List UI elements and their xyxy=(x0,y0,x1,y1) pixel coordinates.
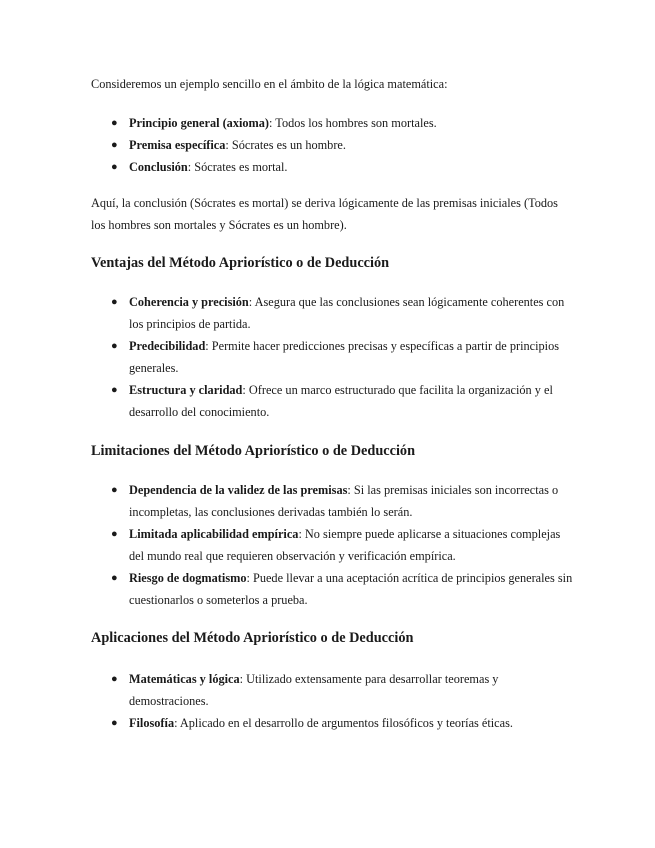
item-text: : Si las premisas iniciales son incorrectas o incompletas, las conclusiones derivadas también lo serán. xyxy=(129,483,559,519)
bullet-icon: ● xyxy=(111,117,118,129)
item-term: Premisa específica xyxy=(129,138,226,152)
item-term: Principio general (axioma) xyxy=(129,116,270,130)
bullet-icon: ● xyxy=(111,717,118,729)
item-term: Estructura y claridad xyxy=(129,383,243,397)
aplicaciones-list xyxy=(91,668,577,734)
list-item xyxy=(91,156,577,178)
list-item xyxy=(91,335,577,379)
item-text: : Asegura que las conclusiones sean lógicamente coherentes con los principios de partida. xyxy=(129,295,565,331)
list-item xyxy=(91,134,577,156)
bullet-icon: ● xyxy=(111,161,118,173)
item-term: Dependencia de la validez de las premisas xyxy=(129,483,348,497)
list-item xyxy=(91,567,577,611)
bullet-icon: ● xyxy=(111,484,118,496)
item-text: : Sócrates es mortal. xyxy=(187,160,288,174)
bullet-icon: ● xyxy=(111,139,118,151)
intro-paragraph: Consideremos un ejemplo sencillo en el ámbito de la lógica matemática: xyxy=(91,77,448,91)
limitaciones-list xyxy=(91,479,577,611)
list-item xyxy=(91,523,577,567)
bullet-icon: ● xyxy=(111,528,118,540)
list-item xyxy=(91,712,577,734)
item-text: : Sócrates es un hombre. xyxy=(225,138,346,152)
explanation-paragraph: Aquí, la conclusión (Sócrates es mortal) se deriva lógicamente de las premisas iniciales (Todos los hombres son mortales y Sócrates es un hombre). xyxy=(91,196,558,232)
list-item xyxy=(91,479,577,523)
section-heading-ventajas: Ventajas del Método Apriorístico o de Deducción xyxy=(91,255,390,271)
item-text: : Puede llevar a una aceptación acrítica de principios generales sin cuestionarlos o someterlos a prueba. xyxy=(129,571,573,607)
section-heading-limitaciones: Limitaciones del Método Apriorístico o de Deducción xyxy=(91,443,416,459)
list-item xyxy=(91,379,577,423)
bullet-icon: ● xyxy=(111,340,118,352)
item-term: Limitada aplicabilidad empírica xyxy=(129,527,299,541)
item-term: Matemáticas y lógica xyxy=(129,672,240,686)
section-heading-aplicaciones: Aplicaciones del Método Apriorístico o de Deducción xyxy=(91,630,414,646)
bullet-icon: ● xyxy=(111,673,118,685)
item-text: : Utilizado extensamente para desarrollar teoremas y demostraciones. xyxy=(129,672,499,708)
bullet-icon: ● xyxy=(111,296,118,308)
item-term: Filosofía xyxy=(129,716,175,730)
item-term: Conclusión xyxy=(129,160,188,174)
list-item xyxy=(91,112,577,134)
ventajas-list xyxy=(91,291,577,423)
list-item xyxy=(91,291,577,335)
item-text: : Permite hacer predicciones precisas y específicas a partir de principios generales. xyxy=(129,339,560,375)
bullet-icon: ● xyxy=(111,384,118,396)
item-text: : Todos los hombres son mortales. xyxy=(269,116,437,130)
item-term: Riesgo de dogmatismo xyxy=(129,571,247,585)
item-text: : No siempre puede aplicarse a situaciones complejas del mundo real que requieren observación y verificación empírica. xyxy=(129,527,561,563)
bullet-icon: ● xyxy=(111,572,118,584)
item-term: Coherencia y precisión xyxy=(129,295,249,309)
example-list xyxy=(91,112,577,178)
item-text: : Aplicado en el desarrollo de argumentos filosóficos y teorías éticas. xyxy=(174,716,513,730)
item-text: : Ofrece un marco estructurado que facilita la organización y el desarrollo del conocimiento. xyxy=(129,383,553,419)
list-item xyxy=(91,668,577,712)
item-term: Predecibilidad xyxy=(129,339,206,353)
